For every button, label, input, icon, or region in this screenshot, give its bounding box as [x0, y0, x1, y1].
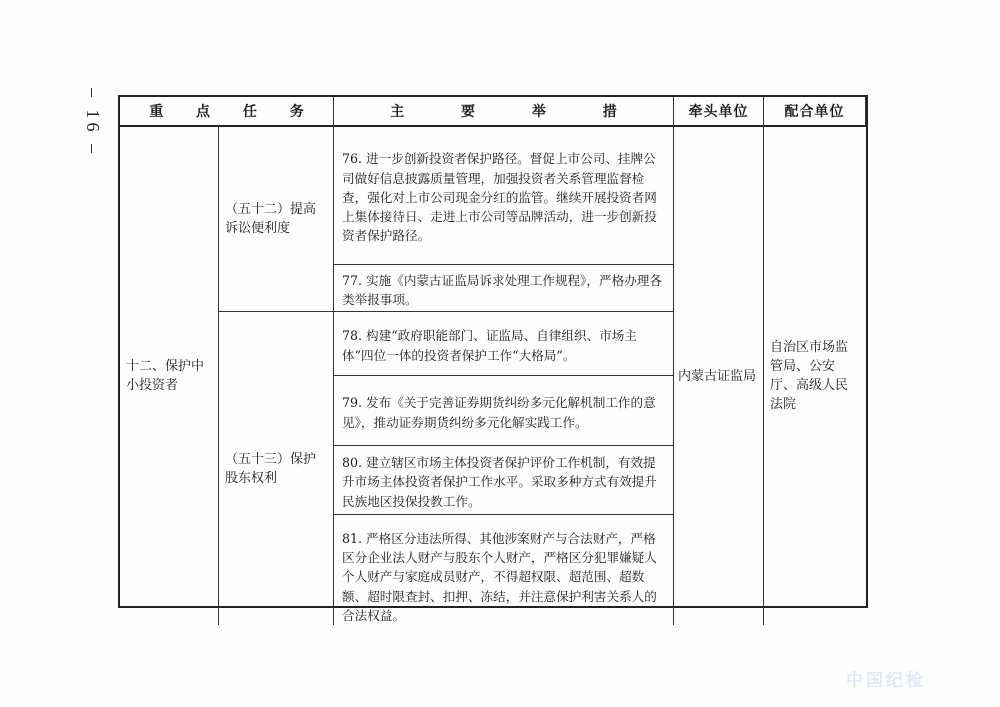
task-group-53: [219, 312, 333, 625]
measure-item-80: [334, 446, 673, 515]
site-watermark: 中国纪检: [846, 671, 926, 691]
header-lead-unit: 牵头单位: [674, 97, 764, 127]
lead-unit-label: 内蒙古证监局: [678, 368, 757, 384]
page-number: – 16 –: [83, 88, 103, 157]
measure-text: 79. 发布《关于完善证券期货纠纷多元化解机制工作的意见》，推动证券期货纠纷多元化解实践工作。: [342, 395, 656, 430]
measure-item-81: [334, 515, 673, 625]
task-group-label: （五十三）保护股东权利: [225, 451, 317, 486]
task-group-52: [219, 127, 333, 312]
cooperating-unit-label: 自治区市场监管局、公安厅、高级人民法院: [770, 340, 849, 412]
cooperating-unit-cell: [764, 127, 866, 625]
task-group-label: （五十二）提高诉讼便利度: [225, 202, 317, 236]
header-main-measures: 主 要 举 措: [334, 97, 674, 127]
measure-text: 76. 进一步创新投资者保护路径。督促上市公司、挂牌公司做好信息披露质量管理，加强投资者关系管理监督检查，强化对上市公司现金分红的监管。继续开展投资者网上集体接待日、走进上市公司等品牌活动，进一步创新投资者保护路径。: [342, 151, 657, 244]
measures-table: [118, 95, 868, 623]
header-cooperating-unit: 配合单位: [764, 97, 866, 127]
measure-text: 80. 建立辖区市场主体投资者保护评价工作机制，有效提升市场主体投资者保护工作水平。采取多种方式有效提升民族地区投保投教工作。: [342, 455, 657, 509]
measures-column: [334, 127, 674, 625]
header-key-tasks: 重 点 任 务: [120, 97, 334, 127]
measure-text: 81. 严格区分违法所得、其他涉案财产与合法财产，严格区分企业法人财产与股东个人财产，严格区分犯罪嫌疑人个人财产与家庭成员财产，不得超权限、超范围、超数额、超时限查封、扣押、冻结，并注意保护利害关系人的合法权益。: [342, 531, 657, 623]
measure-item-77: [334, 265, 673, 312]
measure-item-76: [334, 127, 673, 265]
category-label: 十二、保护中小投资者: [126, 359, 205, 393]
measure-text: 78. 构建“政府职能部门、证监局、自律组织、市场主体”四位一体的投资者保护工作“大格局”。: [342, 328, 637, 363]
lead-unit-cell: [674, 127, 764, 625]
measure-item-78: [334, 312, 673, 376]
task-group-column: [219, 127, 334, 625]
measure-text: 77. 实施《内蒙古证监局诉求处理工作规程》，严格办理各类举报事项。: [342, 272, 662, 307]
measure-item-79: [334, 376, 673, 446]
category-cell: [120, 127, 219, 625]
